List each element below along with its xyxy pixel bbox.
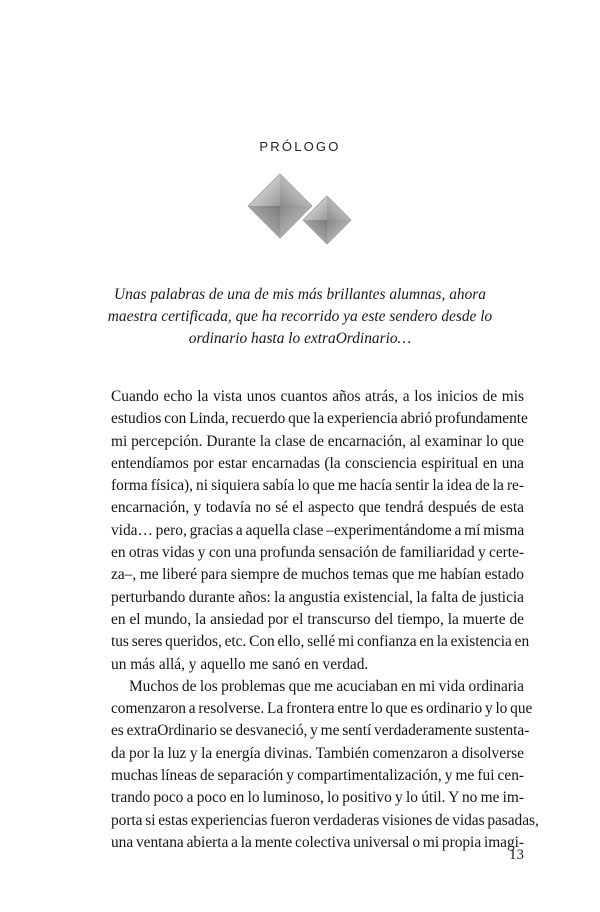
- body-text: [111, 386, 539, 854]
- text-line: da por la luz y la energía divinas. También comenzaron a disolverse: [111, 744, 524, 762]
- text-line: vida… pero, gracias a aquella clase –experimentándome a mí misma: [111, 521, 525, 539]
- epigraph-line: ordinario hasta lo extraOrdinario…: [188, 330, 412, 347]
- text-line: porta si estas experiencias fueron verdaderas visiones de vidas pasadas,: [111, 811, 539, 829]
- epigraph: [96, 284, 504, 350]
- text-line: un más allá, y aquello me sanó en verdad.: [111, 655, 369, 673]
- text-line: perturbando durante años: la angustia existencial, la falta de justicia: [111, 588, 524, 606]
- text-line: muchas líneas de separación y compartimentalización, y me fui cen-: [111, 767, 524, 785]
- text-line: comenzaron a resolverse. La frontera entre lo que es ordinario y lo que: [111, 700, 533, 718]
- text-line: una ventana abierta a la mente colectiva universal o mi propia imagi-: [111, 833, 525, 851]
- text-line: estudios con Linda, recuerdo que la experiencia abrió profundamente: [111, 410, 528, 428]
- text-line: Muchos de los problemas que me acuciaban en mi vida ordinaria: [129, 677, 524, 695]
- epigraph-line: maestra certificada, que ha recorrido ya este sendero desde lo: [107, 308, 493, 325]
- large-diamond-icon: [248, 174, 312, 238]
- text-line: en el mundo, la ansiedad por el transcurso del tiempo, la muerte de: [111, 610, 524, 628]
- text-line: za–, me liberé para siempre de muchos temas que me habían estado: [111, 566, 524, 584]
- page-number: 13: [509, 847, 524, 863]
- text-line: Cuando echo la vista unos cuantos años atrás, a los inicios de mis: [111, 388, 524, 405]
- chapter-heading: PRÓLOGO: [259, 139, 341, 154]
- small-diamond-icon: [303, 196, 351, 244]
- text-line: entendíamos por estar encarnadas (la consciencia espiritual en una: [111, 454, 524, 472]
- text-line: en otras vidas y con una profunda sensación de familiaridad y certe-: [111, 544, 524, 562]
- epigraph-line: Unas palabras de una de mis más brillantes alumnas, ahora: [114, 286, 486, 303]
- text-line: trando poco a poco en lo luminoso, lo positivo y lo útil. Y no me im-: [111, 789, 524, 807]
- paragraph-2: [111, 676, 539, 854]
- paragraph-1: [111, 386, 530, 676]
- text-line: es extraOrdinario se desvaneció, y me sentí verdaderamente sustenta-: [111, 722, 530, 740]
- double-diamond-ornament-icon: [244, 172, 356, 252]
- text-line: encarnación, y todavía no sé el aspecto que tendrá después de esta: [111, 499, 524, 517]
- text-line: tus seres queridos, etc. Con ello, sellé mi confianza en la existencia en: [111, 633, 530, 651]
- text-line: mi percepción. Durante la clase de encarnación, al examinar lo que: [111, 432, 524, 450]
- text-line: forma física), ni siquiera sabía lo que me hacía sentir la idea de la re-: [111, 477, 524, 495]
